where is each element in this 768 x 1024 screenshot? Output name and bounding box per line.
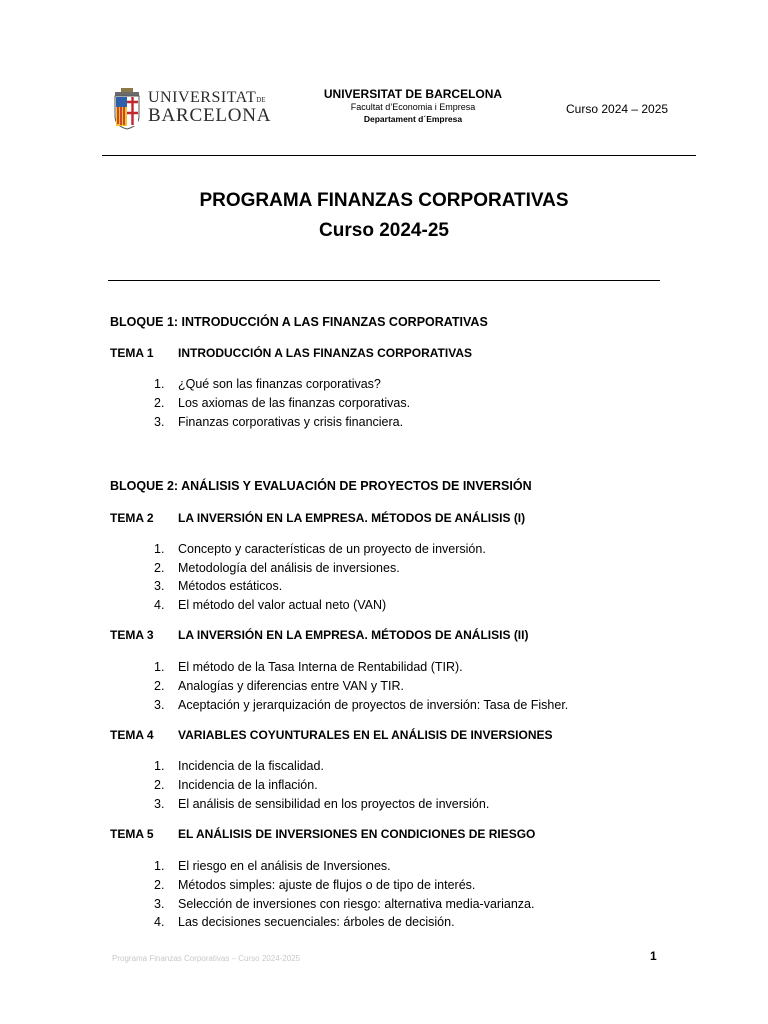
list-item: 1. Incidencia de la fiscalidad. xyxy=(154,759,324,773)
list-item: 3. Selección de inversiones con riesgo: alternativa media-varianza. xyxy=(154,897,535,911)
footer-text: Programa Finanzas Corporativas – Curso 2024-2025 xyxy=(112,954,301,963)
tema-2-title: LA INVERSIÓN EN LA EMPRESA. MÉTODOS DE ANÁLISIS (I) xyxy=(178,511,526,525)
list-item: 3. El análisis de sensibilidad en los proyectos de inversión. xyxy=(154,797,490,811)
list-item: 1. El riesgo en el análisis de Inversiones. xyxy=(154,859,391,873)
university-logo xyxy=(112,88,272,130)
tema-3-number: TEMA 3 xyxy=(110,628,154,642)
list-item: 3. Finanzas corporativas y crisis financiera. xyxy=(154,415,404,429)
list-item: 2. Metodología del análisis de inversiones. xyxy=(154,561,400,575)
list-item: 2. Analogías y diferencias entre VAN y TIR. xyxy=(154,679,405,693)
document-title: PROGRAMA FINANZAS CORPORATIVAS xyxy=(199,190,569,211)
header-divider xyxy=(102,155,696,156)
list-item: 3. Aceptación y jerarquización de proyectos de inversión: Tasa de Fisher. xyxy=(154,698,569,712)
list-item: 4. Las decisiones secuenciales: árboles de decisión. xyxy=(154,915,455,929)
institution-block xyxy=(318,87,508,125)
document-subtitle: Curso 2024-25 xyxy=(319,220,449,241)
tema-5-title: EL ANÁLISIS DE INVERSIONES EN CONDICIONES DE RIESGO xyxy=(178,827,536,841)
list-item: 2. Incidencia de la inflación. xyxy=(154,778,318,792)
logo-word-barcelona: BARCELONA xyxy=(148,105,272,126)
bloque-2-heading: BLOQUE 2: ANÁLISIS Y EVALUACIÓN DE PROYECTOS DE INVERSIÓN xyxy=(110,479,532,493)
list-item: 1. El método de la Tasa Interna de Rentabilidad (TIR). xyxy=(154,660,463,674)
title-divider xyxy=(108,280,660,281)
list-item: 4. El método del valor actual neto (VAN) xyxy=(154,598,387,612)
list-item: 2. Los axiomas de las finanzas corporativas. xyxy=(154,396,411,410)
faculty-name: Facultat d’Economia i Empresa xyxy=(350,102,476,112)
tema-4-title: VARIABLES COYUNTURALES EN EL ANÁLISIS DE INVERSIONES xyxy=(178,728,553,742)
tema-1-number: TEMA 1 xyxy=(110,346,154,360)
list-item: 3. Métodos estáticos. xyxy=(154,579,283,593)
institution-name: UNIVERSITAT DE BARCELONA xyxy=(323,87,503,101)
tema-2-number: TEMA 2 xyxy=(110,511,154,525)
tema-3-title: LA INVERSIÓN EN LA EMPRESA. MÉTODOS DE ANÁLISIS (II) xyxy=(178,628,529,642)
tema-1-title: INTRODUCCIÓN A LAS FINANZAS CORPORATIVAS xyxy=(178,346,472,360)
header-course: Curso 2024 – 2025 xyxy=(566,102,669,116)
tema-5-number: TEMA 5 xyxy=(110,827,154,841)
department-name: Departament d´Empresa xyxy=(363,114,463,124)
university-crest-icon xyxy=(112,88,142,130)
bloque-1-heading: BLOQUE 1: INTRODUCCIÓN A LAS FINANZAS CORPORATIVAS xyxy=(110,315,488,329)
logo-word-universitat: UNIVERSITATDE xyxy=(148,89,266,106)
list-item: 1. ¿Qué son las finanzas corporativas? xyxy=(154,377,381,391)
list-item: 1. Concepto y características de un proyecto de inversión. xyxy=(154,542,486,556)
page-number: 1 xyxy=(650,949,657,963)
tema-4-number: TEMA 4 xyxy=(110,728,154,742)
list-item: 2. Métodos simples: ajuste de flujos o de tipo de interés. xyxy=(154,878,476,892)
